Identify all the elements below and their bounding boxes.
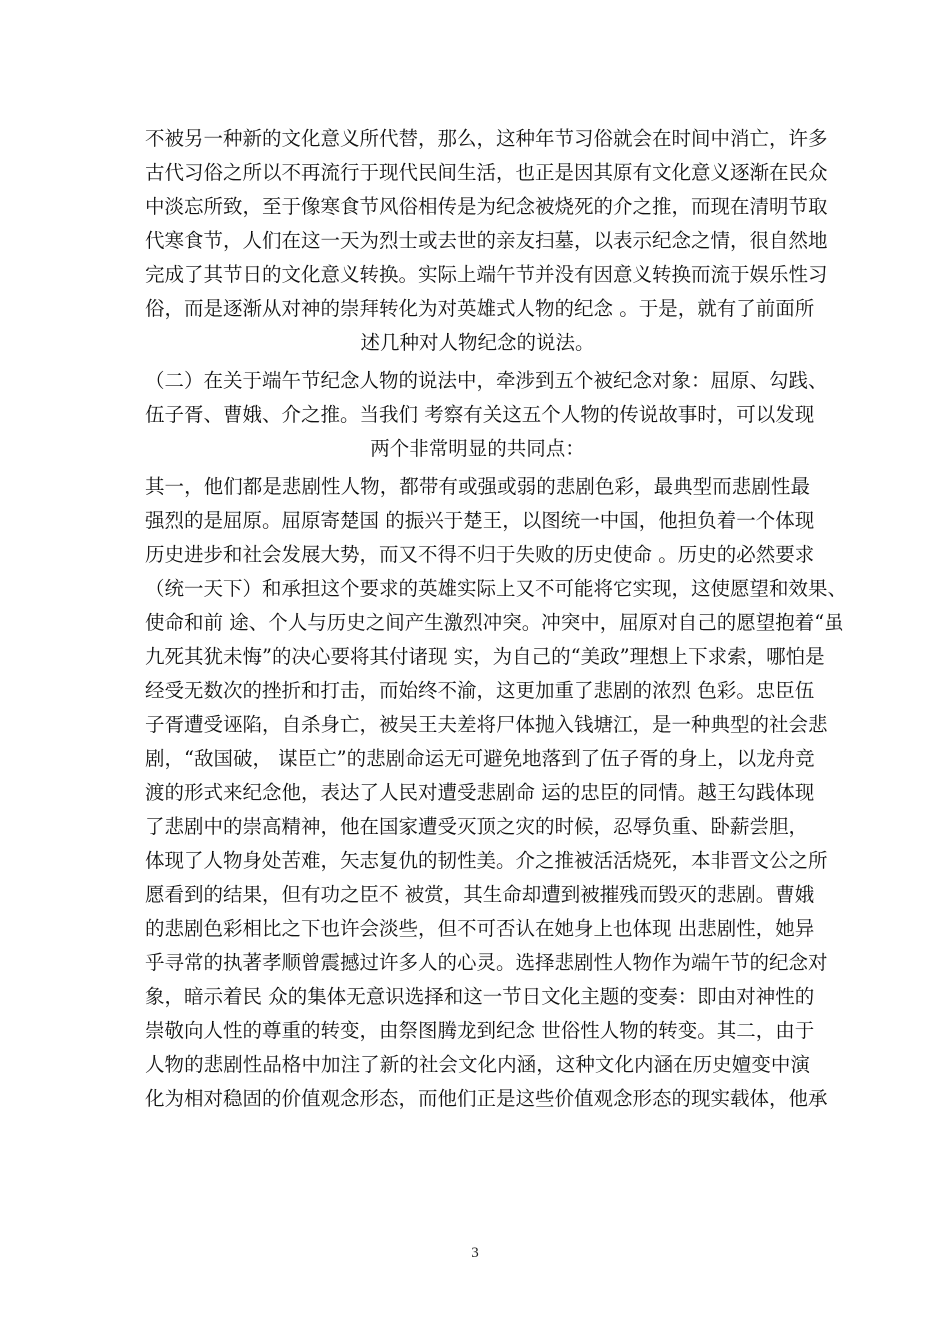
text-line: 人物的悲剧性品格中加注了新的社会文化内涵，这种文化内涵在历史嬗变中演 — [145, 1053, 810, 1076]
text-line: 伍子胥、曹娥、介之推。当我们 考察有关这五个人物的传说故事时，可以发现 — [145, 403, 815, 426]
text-line: 俗，而是逐渐从对神的崇拜转化为对英雄式人物的纪念 。于是，就有了前面所 — [145, 297, 815, 320]
text-line: 乎寻常的执著孝顺曾震撼过许多人的心灵。选择悲剧性人物作为端午节的纪念对 — [145, 951, 828, 974]
text-line: 使命和前 途、个人与历史之间产生激烈冲突。冲突中，屈原对自己的愿望抱着“虽 — [145, 611, 844, 634]
text-line: 渡的形式来纪念他，表达了人民对遭受悲剧命 运的忠臣的同情。越王勾践体现 — [145, 781, 815, 804]
text-line: 述几种对人物纪念的说法。 — [360, 331, 595, 354]
page-number: 3 — [471, 1245, 479, 1261]
text-line: 崇敬向人性的尊重的转变，由祭图腾龙到纪念 世俗性人物的转变。其二，由于 — [145, 1019, 815, 1042]
text-line: 体现了人物身处苦难，矢志复仇的韧性美。介之推被活活烧死，本非晋文公之所 — [145, 849, 828, 872]
text-line: 两个非常明显的共同点： — [370, 437, 585, 460]
text-line: 中淡忘所致，至于像寒食节风俗相传是为纪念被烧死的介之推，而现在清明节取 — [145, 195, 828, 218]
text-line: 完成了其节日的文化意义转换。实际上端午节并没有因意义转换而流于娱乐性习 — [145, 263, 828, 286]
text-line: 历史进步和社会发展大势，而又不得不归于失败的历史使命 。历史的必然要求 — [145, 543, 815, 566]
section-heading-line: （二）在关于端午节纪念人物的说法中，牵涉到五个被纪念对象：屈原、勾践、 — [145, 369, 828, 392]
text-line: 代寒食节，人们在这一天为烈士或去世的亲友扫墓，以表示纪念之情，很自然地 — [145, 229, 828, 252]
text-line: 了悲剧中的崇高精神，他在国家遭受灭顶之灾的时候，忍辱负重、卧薪尝胆， — [145, 815, 809, 838]
text-line: 经受无数次的挫折和打击，而始终不渝，这更加重了悲剧的浓烈 色彩。忠臣伍 — [145, 679, 815, 702]
text-line: 的悲剧色彩相比之下也许会淡些，但不可否认在她身上也体现 出悲剧性，她异 — [145, 917, 815, 940]
text-line: 愿看到的结果，但有功之臣不 被赏，其生命却遭到被摧残而毁灭的悲剧。曹娥 — [145, 883, 815, 906]
text-line: 其一，他们都是悲剧性人物，都带有或强或弱的悲剧色彩，最典型而悲剧性最 — [145, 475, 810, 498]
text-line: （统一天下）和承担这个要求的英雄实际上又不可能将它实现，这使愿望和效果、 — [145, 577, 848, 600]
text-line: 剧，“敌国破， 谋臣亡”的悲剧命运无可避免地落到了伍子胥的身上，以龙舟竞 — [145, 747, 815, 770]
text-line: 象，暗示着民 众的集体无意识选择和这一节日文化主题的变奏：即由对神性的 — [145, 985, 815, 1008]
text-line: 九死其犹未悔”的决心要将其付诸现 实，为自己的“美政”理想上下求索，哪怕是 — [145, 645, 825, 668]
text-line: 强烈的是屈原。屈原寄楚国 的振兴于楚王，以图统一中国，他担负着一个体现 — [145, 509, 815, 532]
text-line: 古代习俗之所以不再流行于现代民间生活，也正是因其原有文化意义逐渐在民众 — [145, 161, 828, 184]
text-line: 化为相对稳固的价值观念形态，而他们正是这些价值观念形态的现实载体，他承 — [145, 1087, 828, 1110]
text-line: 子胥遭受诬陷，自杀身亡，被吴王夫差将尸体抛入钱塘江，是一种典型的社会悲 — [145, 713, 828, 736]
text-line: 不被另一种新的文化意义所代替，那么，这种年节习俗就会在时间中消亡，许多 — [145, 127, 828, 150]
